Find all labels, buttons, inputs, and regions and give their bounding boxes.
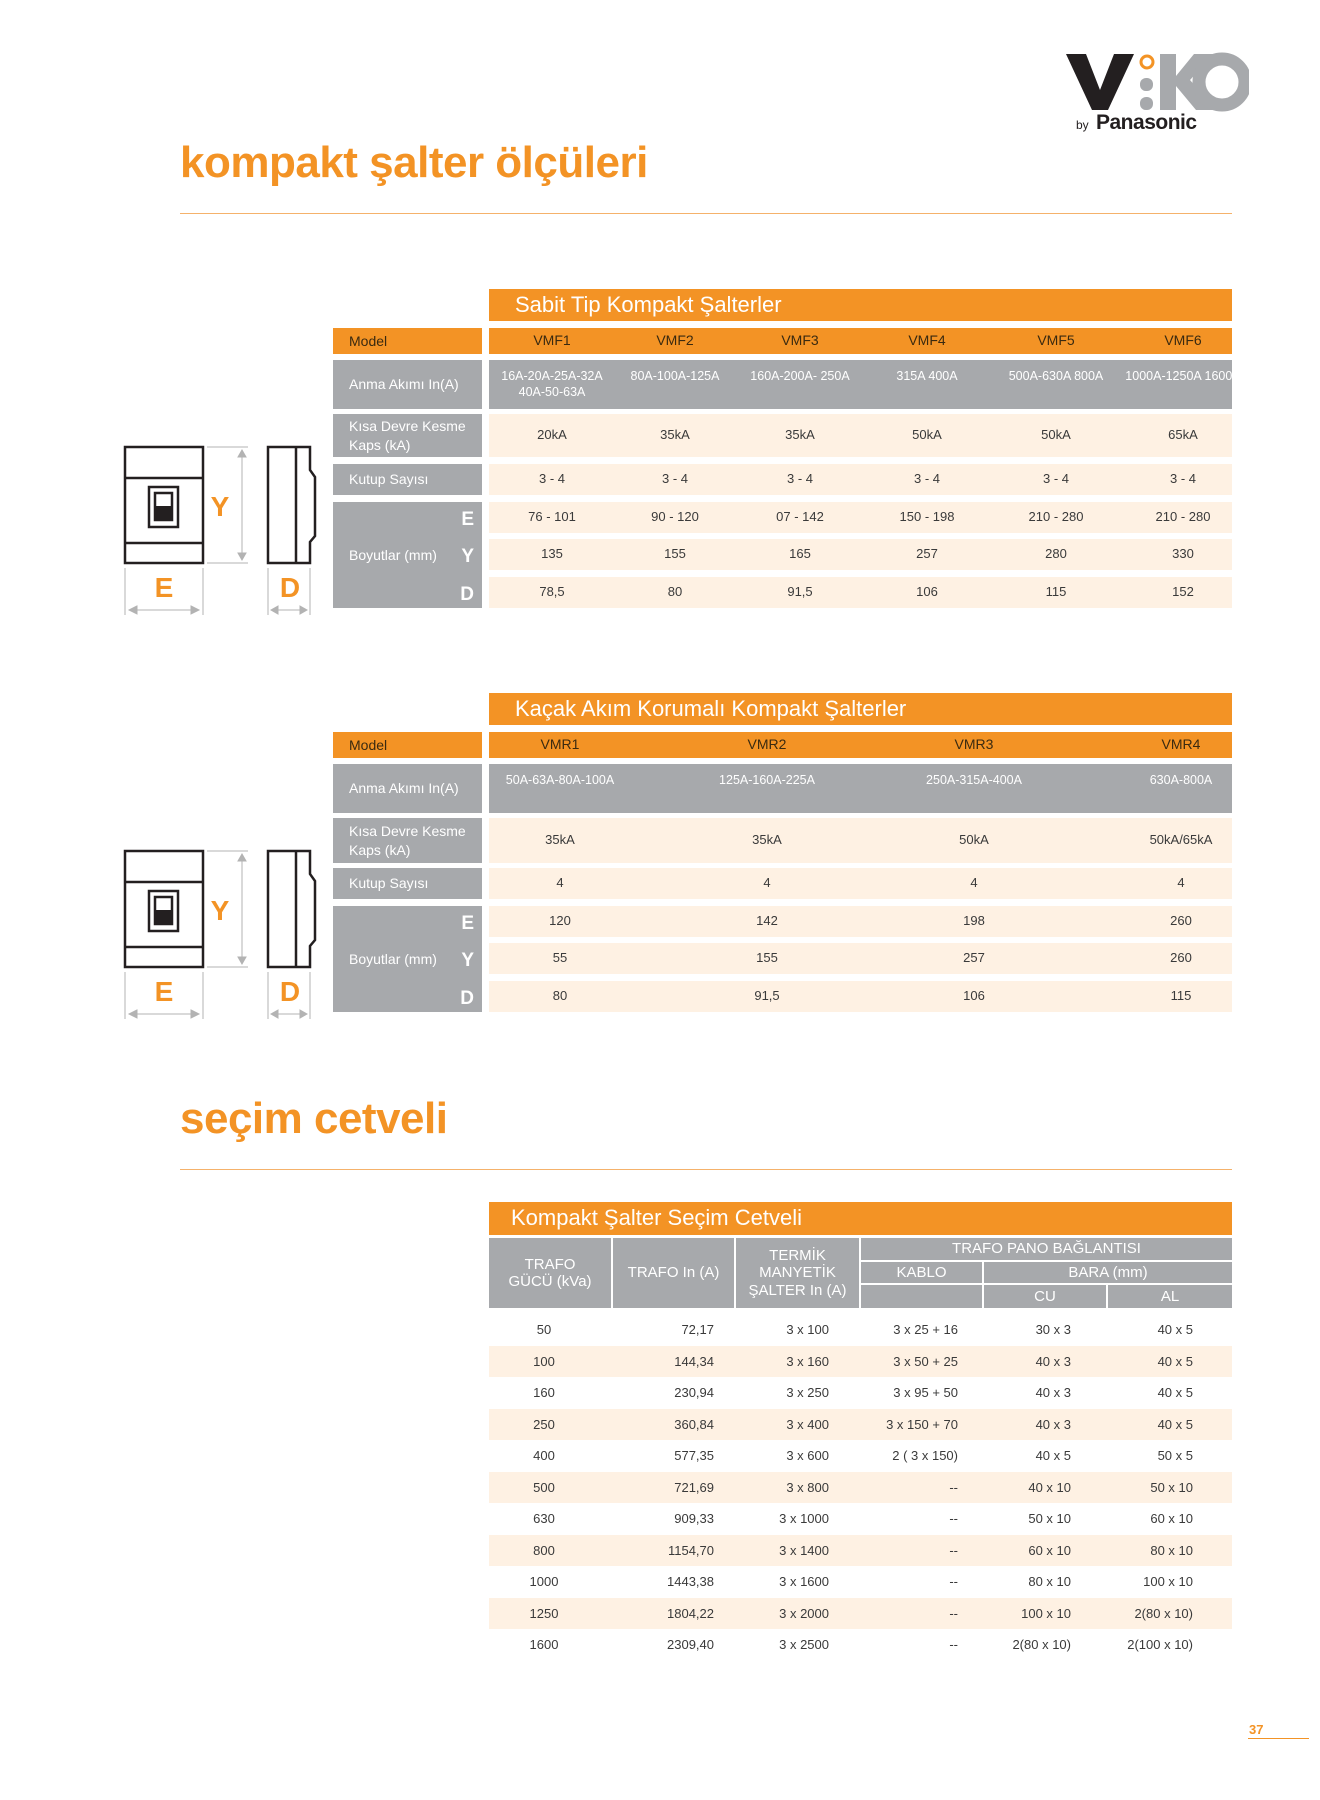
cell-model: VMR1 [540,736,580,753]
table-title: Kompakt Şalter Seçim Cetveli [489,1202,1232,1235]
cell-y: 55 [552,950,568,966]
cell: 80 x 10 [1028,1574,1071,1589]
diagram-label-y: Y [210,895,230,926]
cell-kutup: 3 - 4 [913,471,940,487]
diagram-label-d: D [279,976,301,1007]
cell-kisa: 35kA [545,832,575,848]
cell: 3 x 1600 [779,1574,829,1589]
cell: 630 [533,1511,555,1526]
row-e [489,906,1232,937]
cell-d: 106 [963,988,985,1004]
cell-e: 150 - 198 [899,509,955,525]
cell-model: VMR3 [954,736,994,753]
cell-d: 91,5 [787,584,813,600]
row-d [489,981,1232,1012]
table-title: Sabit Tip Kompakt Şalterler [489,289,1232,321]
cell: 3 x 150 + 70 [886,1416,958,1432]
cell-model: VMF1 [533,332,571,349]
table-row [489,1346,1232,1377]
table-row [489,1377,1232,1408]
cell-kisa: 65kA [1168,427,1198,443]
cell: 3 x 800 [786,1479,829,1495]
cell-anma: 160A-200A- 250A [750,369,850,383]
table-row [489,1503,1232,1534]
row-model [489,732,1232,758]
table-row [489,1314,1232,1345]
cell: 400 [533,1448,555,1463]
cell: -- [949,1574,958,1589]
label-boyutlar [333,906,482,1012]
table-title: Kaçak Akım Korumalı Kompakt Şalterler [489,693,1232,725]
cell: 40 x 5 [1035,1448,1071,1463]
cell: 909,33 [674,1511,714,1526]
cell: 1154,70 [667,1542,714,1558]
row-anma [489,764,1232,813]
cell-anma: 630A-800A [1149,773,1213,787]
cell-kutup: 4 [556,875,564,891]
cell: 1804,22 [667,1605,714,1621]
cell: 40 x 5 [1157,1385,1193,1400]
cell: 3 x 95 + 50 [893,1385,958,1400]
cell-kutup: 3 - 4 [661,471,688,487]
label-boyutlar [333,502,482,608]
cell-kisa: 35kA [785,427,815,443]
viko-logo [1064,40,1249,140]
row-kisa [489,818,1232,863]
cell-anma: 1000A-1250A 1600A [1125,369,1241,383]
cell-d: 78,5 [539,584,565,600]
header-al: AL [1108,1285,1232,1308]
cell: 2(80 x 10) [1134,1605,1193,1621]
logo-panasonic: Panasonic [1096,111,1197,134]
diagram-label-d: D [279,572,301,603]
cell: 3 x 160 [786,1353,829,1369]
cell: 40 x 5 [1157,1416,1193,1432]
diagram-label-y: Y [210,491,230,522]
cell: 30 x 3 [1035,1322,1071,1337]
cell-y: 155 [664,546,686,562]
cell: 144,34 [674,1353,714,1369]
label-model: Model [333,732,482,758]
cell-y: 135 [541,546,563,562]
cell-anma: 16A-20A-25A-32A 40A-50-63A [501,369,603,399]
divider [180,213,1232,214]
cell-d: 152 [1172,584,1194,600]
row-anma [489,360,1241,409]
cell-e: 210 - 280 [1155,509,1211,525]
cell-model: VMF6 [1164,332,1202,349]
page-number: 37 [1249,1722,1264,1737]
cell: 800 [533,1542,555,1558]
cell-y: 260 [1170,950,1192,966]
label-kisa: Kısa Devre Kesme Kaps (kA) [333,818,482,863]
table-row [489,1409,1232,1440]
breaker-dimension-diagram-1 [110,430,330,620]
dim-e: E [461,509,474,530]
table-row [489,1440,1232,1471]
cell: 40 x 10 [1028,1479,1071,1495]
row-y [489,539,1232,570]
cell: 3 x 100 [786,1322,829,1337]
cell-kutup: 3 - 4 [538,471,565,487]
cell: 40 x 3 [1035,1353,1071,1369]
cell: -- [949,1637,958,1652]
header-trafo-gucu: TRAFO GÜCÜ (kVa) [489,1238,611,1308]
section-title-dimensions: kompakt şalter ölçüleri [180,138,648,187]
header-trafo-in: TRAFO In (A) [613,1238,734,1308]
cell-kisa: 35kA [660,427,690,443]
cell: 40 x 5 [1157,1353,1193,1369]
cell: 72,17 [681,1322,714,1337]
breaker-dimension-diagram-2 [110,834,330,1024]
cell: 50 x 10 [1150,1479,1193,1495]
dim-e: E [461,913,474,934]
cell-y: 165 [789,546,811,562]
cell-anma: 500A-630A 800A [1008,369,1104,383]
cell: 100 x 10 [1143,1574,1193,1589]
row-kutup [489,464,1232,495]
cell-model: VMF3 [781,332,819,349]
dim-y: Y [461,950,474,971]
cell: 50 [536,1322,552,1337]
cell-d: 91,5 [754,988,780,1004]
cell-y: 280 [1045,546,1067,562]
cell-y: 155 [756,950,778,966]
label-boyutlar-text: Boyutlar (mm) [349,950,437,967]
cell-anma: 315A 400A [896,369,958,383]
cell: 1443,38 [667,1574,714,1589]
cell: 160 [533,1385,555,1400]
cell: 3 x 1400 [779,1542,829,1558]
cell: 2309,40 [667,1637,714,1652]
cell: 3 x 25 + 16 [893,1322,958,1337]
row-e [489,502,1232,533]
cell-d: 115 [1170,988,1192,1004]
label-model: Model [333,328,482,354]
header-bara: BARA (mm) [984,1262,1232,1283]
divider [180,1169,1232,1170]
label-kisa: Kısa Devre Kesme Kaps (kA) [333,414,482,457]
diagram-label-e: E [154,976,174,1007]
dim-d: D [460,988,474,1009]
dim-y: Y [461,546,474,567]
cell: 60 x 10 [1028,1542,1071,1558]
cell: 3 x 50 + 25 [893,1353,958,1369]
cell: 3 x 250 [786,1385,829,1400]
diagram-label-e: E [154,572,174,603]
cell-kutup: 4 [1177,875,1185,891]
table-row [489,1566,1232,1597]
cell-kutup: 3 - 4 [786,471,813,487]
cell: 60 x 10 [1150,1511,1193,1526]
cell-d: 115 [1045,584,1067,600]
cell-kutup: 4 [970,875,978,891]
cell-model: VMF2 [656,332,694,349]
cell-e: 142 [756,913,778,929]
cell-kutup: 4 [763,875,771,891]
cell-y: 257 [963,950,985,966]
table-row [489,1598,1232,1629]
label-kutup: Kutup Sayısı [333,464,482,495]
cell-d: 80 [552,988,568,1004]
cell-e: 210 - 280 [1028,509,1084,525]
label-boyutlar-text: Boyutlar (mm) [349,546,437,563]
cell-kisa: 20kA [537,427,567,443]
cell: 577,35 [674,1448,714,1463]
cell-e: 90 - 120 [651,509,699,525]
cell: 721,69 [674,1479,714,1495]
logo-by: by [1076,118,1089,132]
cell: 230,94 [674,1385,714,1400]
cell: 100 [533,1353,555,1369]
cell: 3 x 600 [786,1448,829,1463]
cell-y: 330 [1172,546,1194,562]
cell-model: VMF5 [1037,332,1075,349]
row-kisa [489,414,1232,457]
cell-d: 80 [667,584,683,600]
cell-e: 260 [1170,913,1192,929]
cell-kutup: 3 - 4 [1169,471,1196,487]
cell: 1000 [529,1574,559,1589]
row-model [489,328,1232,354]
row-y [489,943,1232,974]
page-number-underline [1248,1738,1309,1739]
cell-anma: 50A-63A-80A-100A [505,773,615,787]
cell: -- [949,1542,958,1558]
cell-kisa: 50kA/65kA [1149,832,1213,848]
cell-e: 120 [549,913,571,929]
cell: 3 x 2000 [779,1605,829,1621]
cell-e: 76 - 101 [528,509,576,525]
header-pano: TRAFO PANO BAĞLANTISI [861,1238,1232,1260]
cell-kisa: 50kA [1041,427,1071,443]
row-d [489,577,1232,608]
cell: 1250 [529,1605,559,1621]
cell-e: 07 - 142 [776,509,824,525]
cell: 2(100 x 10) [1127,1637,1193,1652]
cell: 500 [533,1479,555,1495]
cell: 40 x 5 [1157,1322,1193,1337]
section-title-selection: seçim cetveli [180,1094,448,1143]
cell: 40 x 3 [1035,1385,1071,1400]
cell-e: 198 [963,913,985,929]
header-termik: TERMİK MANYETİK ŞALTER In (A) [736,1238,859,1308]
cell: 3 x 1000 [779,1511,829,1526]
cell-model: VMR2 [747,736,787,753]
dim-d: D [460,584,474,605]
header-empty [861,1285,982,1308]
cell: 50 x 5 [1157,1448,1193,1463]
cell-anma: 250A-315A-400A [926,773,1022,787]
cell-y: 257 [916,546,938,562]
cell: 250 [533,1416,555,1432]
cell-kisa: 50kA [959,832,989,848]
label-kutup: Kutup Sayısı [333,868,482,899]
cell: 2 ( 3 x 150) [892,1448,958,1463]
header-cu: CU [984,1285,1106,1308]
cell: 360,84 [674,1416,714,1432]
cell: 3 x 2500 [779,1637,829,1652]
cell: 80 x 10 [1150,1542,1193,1558]
table-row [489,1629,1232,1660]
cell-anma: 125A-160A-225A [719,773,815,787]
cell: 100 x 10 [1021,1605,1071,1621]
header-kablo: KABLO [861,1262,982,1283]
table-row [489,1472,1232,1503]
cell: -- [949,1511,958,1526]
cell-model: VMF4 [908,332,946,349]
label-anma: Anma Akımı In(A) [333,360,482,409]
cell-kisa: 35kA [752,832,782,848]
cell: 2(80 x 10) [1012,1637,1071,1652]
cell: -- [949,1479,958,1495]
cell-anma: 80A-100A-125A [630,369,720,383]
row-kutup [489,868,1232,899]
cell-kisa: 50kA [912,427,942,443]
cell: -- [949,1605,958,1621]
table-row [489,1535,1232,1566]
cell: 1600 [529,1637,559,1652]
label-anma: Anma Akımı In(A) [333,764,482,813]
cell: 40 x 3 [1035,1416,1071,1432]
cell-model: VMR4 [1161,736,1201,753]
cell-kutup: 3 - 4 [1042,471,1069,487]
cell-d: 106 [916,584,938,600]
cell: 3 x 400 [786,1416,829,1432]
cell: 50 x 10 [1028,1511,1071,1526]
